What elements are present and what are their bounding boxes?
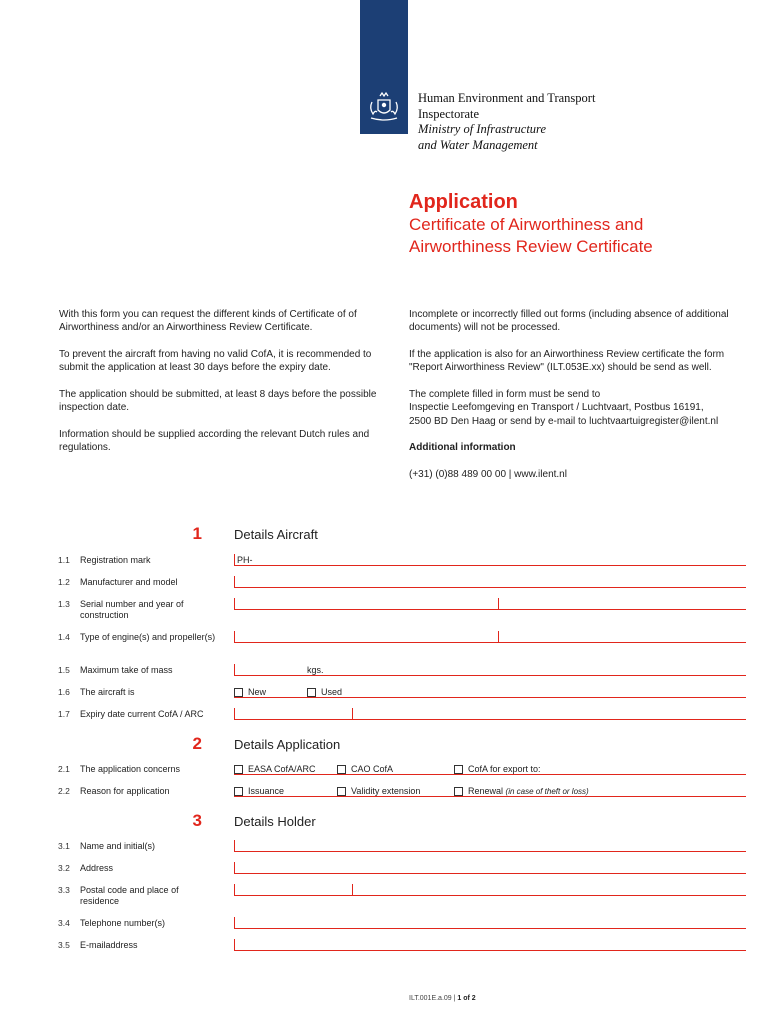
section-title: Details Holder bbox=[234, 814, 316, 829]
intro-paragraph: The application should be submitted, at least 8 days before the possible inspection date. bbox=[59, 388, 377, 414]
section-number: 1 bbox=[192, 524, 202, 543]
validity-extension-label: Validity extension bbox=[351, 786, 421, 796]
section-number: 2 bbox=[192, 734, 202, 753]
expiry-cofa-field[interactable] bbox=[234, 708, 235, 719]
cofa-export-checkbox[interactable] bbox=[454, 765, 463, 774]
row-number: 1.2 bbox=[58, 577, 70, 587]
row-label: Serial number and year of construction bbox=[80, 599, 184, 620]
row-number: 3.5 bbox=[58, 940, 70, 950]
page-footer bbox=[409, 995, 476, 1002]
name-field[interactable] bbox=[234, 840, 235, 851]
logo-band bbox=[360, 0, 408, 134]
cofa-export-label: CofA for export to: bbox=[468, 764, 541, 774]
row-label: Expiry date current CofA / ARC bbox=[80, 709, 204, 719]
section-details-aircraft bbox=[0, 524, 768, 548]
mass-unit: kgs. bbox=[307, 665, 324, 675]
field-marker bbox=[234, 554, 235, 565]
row-number: 1.3 bbox=[58, 599, 70, 609]
ministry-line2: and Water Management bbox=[418, 137, 538, 152]
additional-info-contact: (+31) (0)88 489 00 00 | www.ilent.nl bbox=[409, 468, 567, 480]
new-label: New bbox=[248, 687, 267, 697]
organization-name bbox=[418, 91, 595, 153]
field-line bbox=[234, 928, 746, 929]
intro-paragraph: With this form you can request the different kinds of Certificate of of Airworthiness and/or an Airworthiness Review Certificate. bbox=[59, 309, 357, 334]
cao-cofa-label: CAO CofA bbox=[351, 764, 394, 774]
field-line bbox=[234, 719, 746, 720]
serial-number-field[interactable] bbox=[234, 598, 235, 609]
row-label: The application concerns bbox=[80, 764, 181, 774]
row-label: Reason for application bbox=[80, 786, 170, 796]
field-line bbox=[234, 697, 746, 698]
renewal-note: (in case of theft or loss) bbox=[505, 787, 589, 796]
row-label: Name and initial(s) bbox=[80, 841, 156, 851]
field-line bbox=[234, 873, 746, 874]
row-label: Maximum take of mass bbox=[80, 665, 173, 675]
issuance-label: Issuance bbox=[248, 786, 285, 796]
residence-field[interactable] bbox=[352, 884, 353, 895]
additional-info-title: Additional information bbox=[409, 442, 516, 454]
registration-mark-field[interactable]: PH- bbox=[237, 555, 253, 565]
footer-separator: | bbox=[453, 995, 456, 1002]
field-line bbox=[234, 609, 746, 610]
row-label: Type of engine(s) and propeller(s) bbox=[80, 632, 216, 642]
ministry-line1: Ministry of Infrastructure bbox=[418, 122, 547, 136]
intro-paragraph: The complete filled in form must be send to bbox=[409, 388, 601, 400]
renewal-label bbox=[468, 786, 589, 796]
intro-paragraph: Incomplete or incorrectly filled out forms (including absence of additional documents) will not be processed. bbox=[409, 309, 729, 334]
row-number: 2.2 bbox=[58, 786, 70, 796]
row-number: 3.2 bbox=[58, 863, 70, 873]
section-details-application bbox=[0, 734, 768, 758]
field-line bbox=[234, 587, 746, 588]
row-label: E-mailaddress bbox=[80, 940, 138, 950]
intro-address-line: Inspectie Leefomgeving en Transport / Luchtvaart, Postbus 16191, bbox=[409, 402, 704, 414]
row-number: 3.4 bbox=[58, 918, 70, 928]
new-checkbox[interactable] bbox=[234, 688, 243, 697]
intro-right bbox=[409, 308, 745, 481]
intro-paragraph: If the application is also for an Airworthiness Review certificate the form "Report Airworthiness Review" (ILT.053E.xx) should be send as well. bbox=[409, 348, 725, 374]
row-label: Address bbox=[80, 863, 114, 873]
address-field[interactable] bbox=[234, 862, 235, 873]
row-label: Telephone number(s) bbox=[80, 918, 166, 928]
row-number: 2.1 bbox=[58, 764, 70, 774]
field-line bbox=[234, 565, 746, 566]
field-line bbox=[234, 895, 746, 896]
section-number: 3 bbox=[192, 811, 202, 830]
field-line bbox=[234, 950, 746, 951]
field-line bbox=[234, 675, 746, 676]
engine-type-field[interactable] bbox=[234, 631, 235, 642]
field-line bbox=[234, 851, 746, 852]
org-line1: Human Environment and Transport bbox=[418, 91, 596, 105]
intro-paragraph: Information should be supplied according the relevant Dutch rules and regulations. bbox=[59, 428, 370, 454]
used-label: Used bbox=[321, 687, 343, 697]
form-code: ILT.001E.a.09 bbox=[409, 995, 452, 1002]
easa-cofa-arc-label: EASA CofA/ARC bbox=[248, 764, 316, 774]
expiry-arc-field[interactable] bbox=[352, 708, 353, 719]
row-number: 1.7 bbox=[58, 709, 70, 719]
cao-cofa-checkbox[interactable] bbox=[337, 765, 346, 774]
field-line bbox=[234, 796, 746, 797]
field-line bbox=[234, 774, 746, 775]
year-construction-field[interactable] bbox=[498, 598, 499, 609]
row-number: 3.3 bbox=[58, 885, 70, 895]
row-label: Registration mark bbox=[80, 555, 151, 565]
section-title: Details Aircraft bbox=[234, 527, 318, 542]
email-field[interactable] bbox=[234, 939, 235, 950]
intro-left bbox=[59, 308, 395, 468]
row-number: 3.1 bbox=[58, 841, 70, 851]
renewal-checkbox[interactable] bbox=[454, 787, 463, 796]
row-number: 1.5 bbox=[58, 665, 70, 675]
intro-address-line: 2500 BD Den Haag or send by e-mail to luchtvaartuigregister@ilent.nl bbox=[409, 415, 719, 427]
easa-cofa-arc-checkbox[interactable] bbox=[234, 765, 243, 774]
title-sub-line1: Certificate of Airworthiness and bbox=[409, 215, 644, 234]
used-checkbox[interactable] bbox=[307, 688, 316, 697]
telephone-field[interactable] bbox=[234, 917, 235, 928]
issuance-checkbox[interactable] bbox=[234, 787, 243, 796]
coat-of-arms-icon bbox=[364, 86, 404, 126]
page-number: 1 of 2 bbox=[457, 995, 476, 1002]
row-number: 1.6 bbox=[58, 687, 70, 697]
propeller-type-field[interactable] bbox=[498, 631, 499, 642]
row-number: 1.4 bbox=[58, 632, 70, 642]
row-label: Manufacturer and model bbox=[80, 577, 178, 587]
field-line bbox=[234, 642, 746, 643]
org-line2: Inspectorate bbox=[418, 106, 480, 121]
title-sub-line2: Airworthiness Review Certificate bbox=[409, 237, 653, 256]
row-label: The aircraft is bbox=[80, 687, 135, 697]
row-number: 1.1 bbox=[58, 555, 70, 565]
mass-field[interactable] bbox=[234, 664, 235, 675]
postal-code-field[interactable] bbox=[234, 884, 235, 895]
section-title: Details Application bbox=[234, 737, 341, 752]
intro-paragraph: To prevent the aircraft from having no valid CofA, it is recommended to submit the application at least 30 days before the expiry date. bbox=[59, 348, 372, 374]
section-details-holder bbox=[0, 811, 768, 835]
row-label: Postal code and place of residence bbox=[80, 885, 179, 906]
manufacturer-model-field[interactable] bbox=[234, 576, 235, 587]
renewal-text: Renewal bbox=[468, 786, 504, 796]
validity-extension-checkbox[interactable] bbox=[337, 787, 346, 796]
title-main: Application bbox=[409, 191, 518, 213]
form-title bbox=[409, 190, 653, 258]
